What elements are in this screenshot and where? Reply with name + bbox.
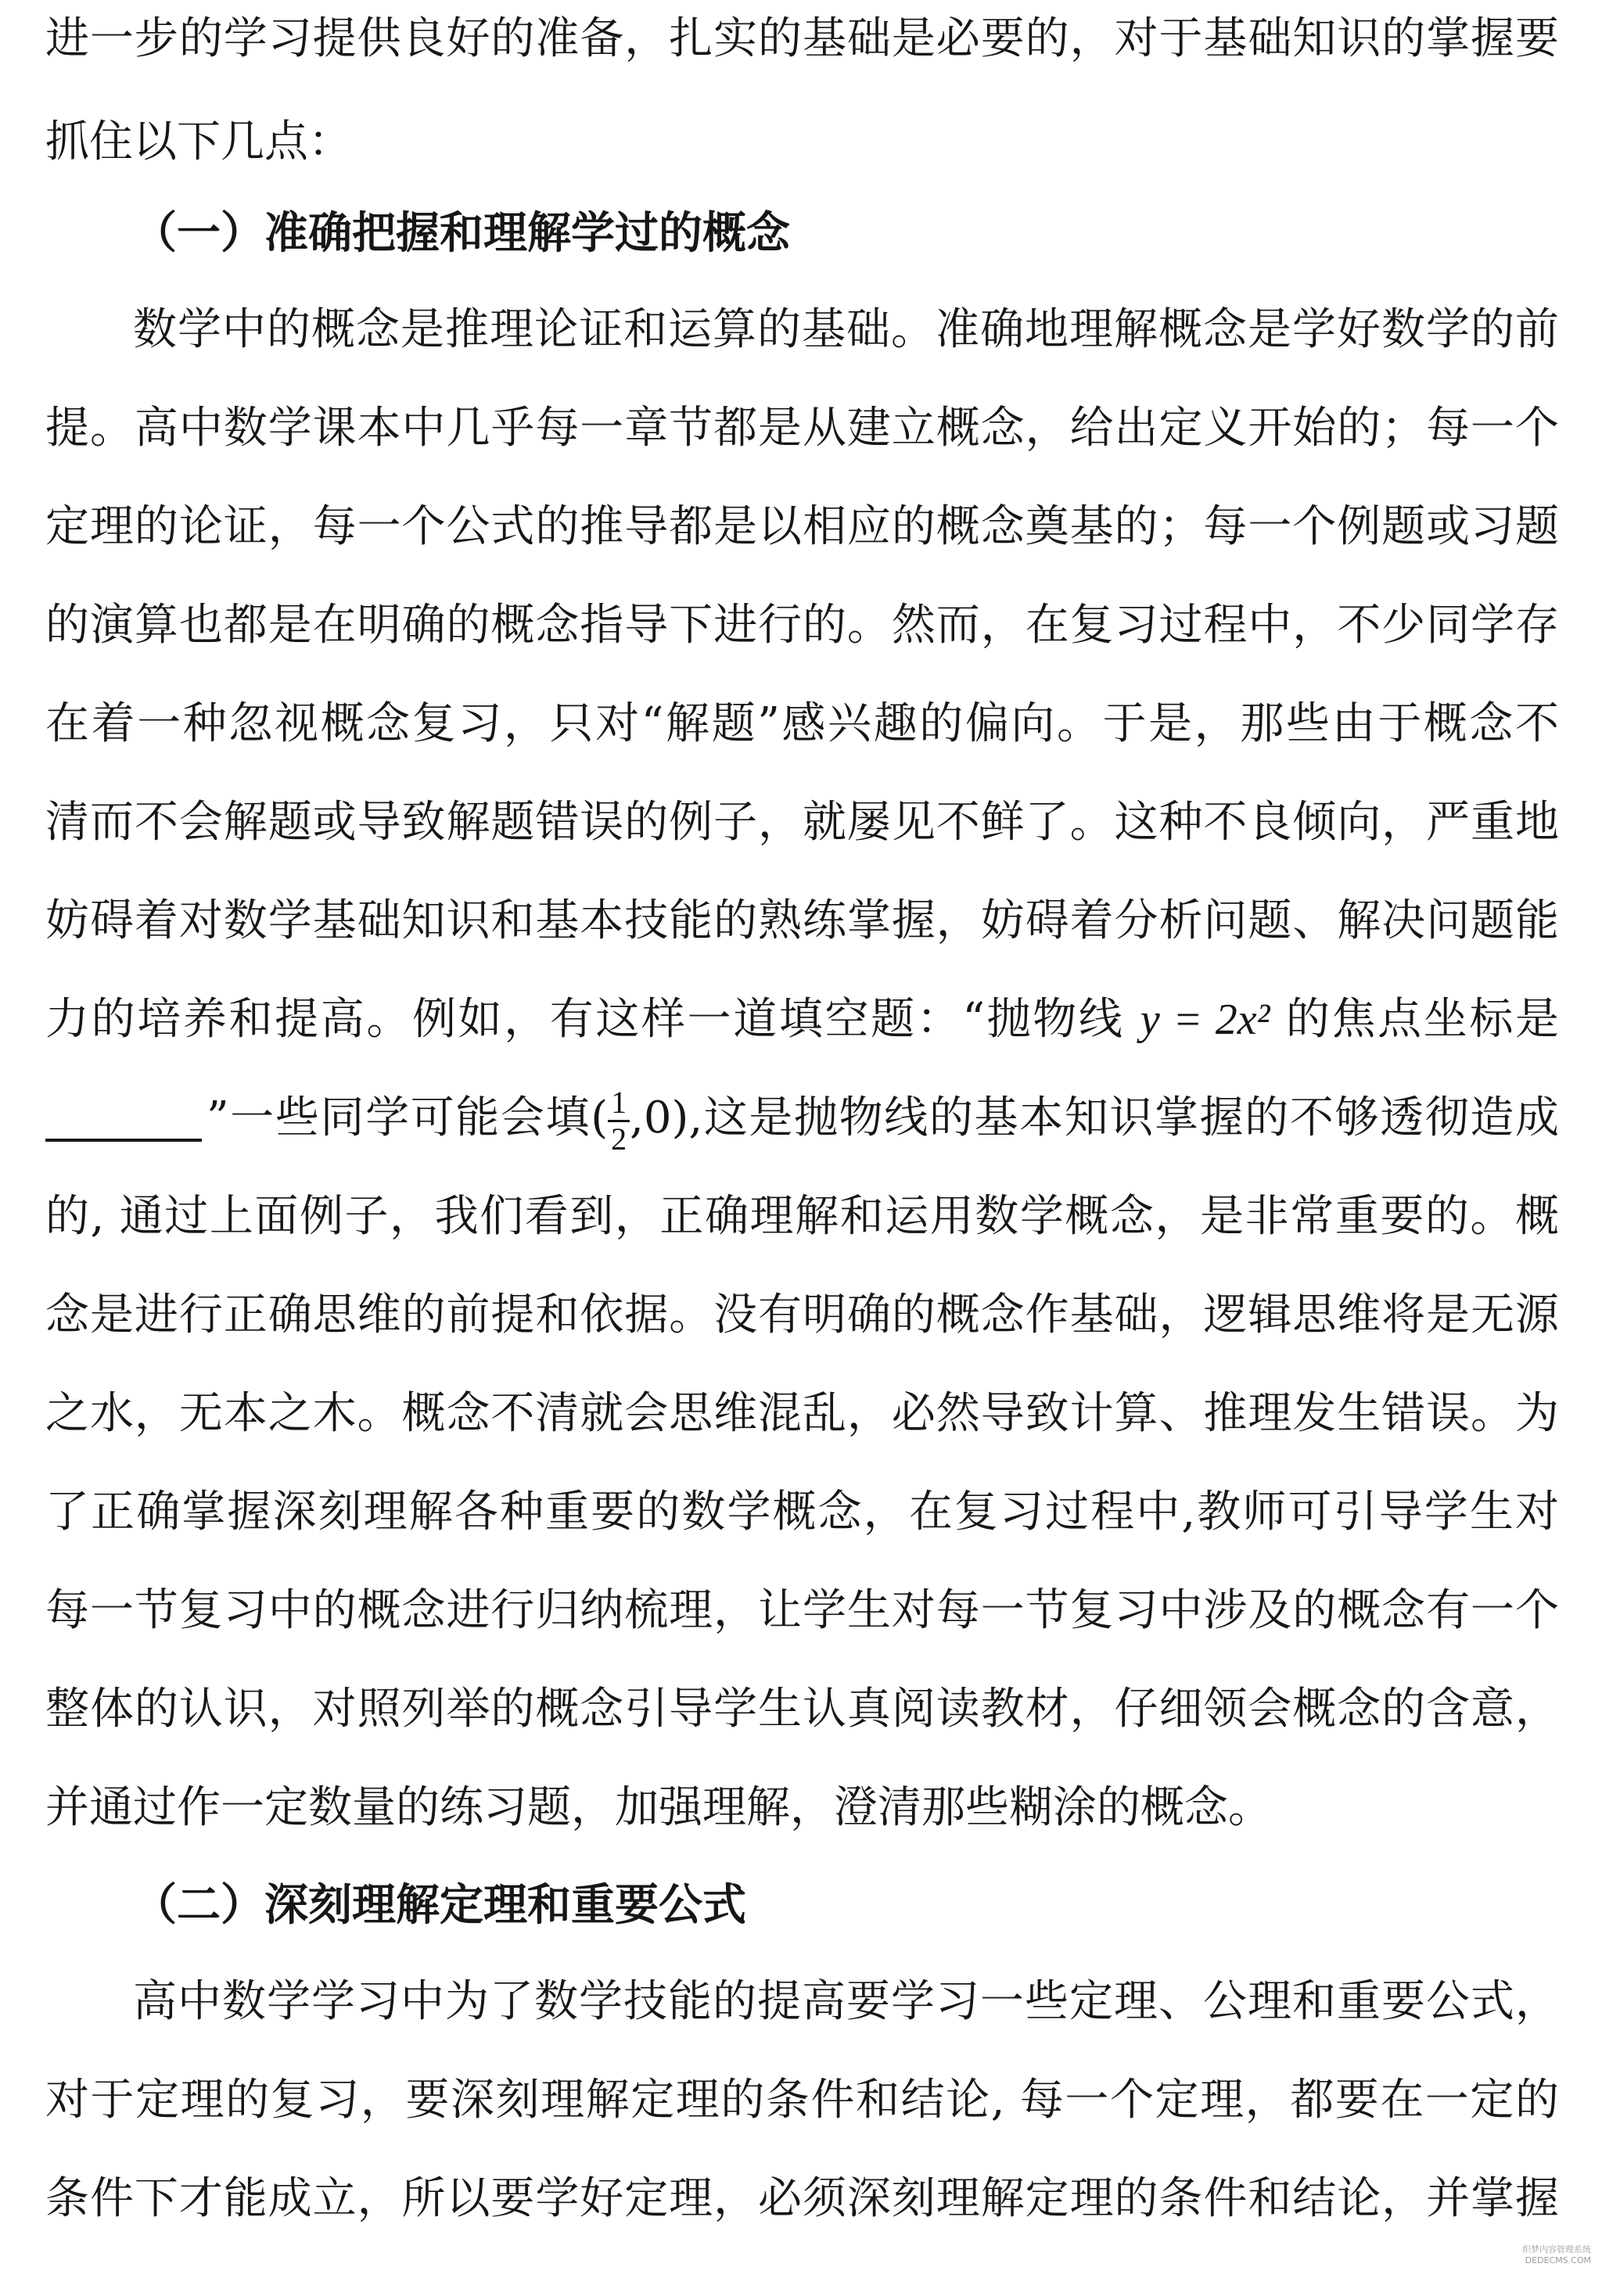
paragraph-line: 的演算也都是在明确的概念指导下进行的。然而，在复习过程中，不少同学存 xyxy=(45,600,1559,651)
paragraph-line: 定理的论证，每一个公式的推导都是以相应的概念奠基的；每一个例题或习题 xyxy=(45,501,1559,552)
paragraph-line: 对于定理的复习，要深刻理解定理的条件和结论, 每一个定理，都要在一定的 xyxy=(45,2075,1559,2126)
watermark-line: DEDECMS.COM xyxy=(1525,2255,1591,2266)
site-watermark xyxy=(1516,2244,1591,2285)
paragraph-line: 高中数学学习中为了数学技能的提高要学习一些定理、公理和重要公式， xyxy=(133,1976,1559,2027)
paragraph-line: 清而不会解题或导致解题错误的例子，就屡见不鲜了。这种不良倾向，严重地 xyxy=(45,797,1559,848)
paragraph-line: 条件下才能成立，所以要学好定理，必须深刻理解定理的条件和结论，并掌握 xyxy=(45,2173,1559,2224)
section-heading-2: （二）深刻理解定理和重要公式 xyxy=(133,1879,746,1931)
paragraph-line-with-formula xyxy=(45,981,1559,1059)
coordinate-tail: ,0) xyxy=(630,1092,689,1143)
text-segment: 的焦点坐标是 xyxy=(1285,994,1559,1045)
open-paren: ( xyxy=(591,1092,609,1143)
paragraph-line: 妨碍着对数学基础知识和基本技能的熟练掌握，妨碍着分析问题、解决问题能 xyxy=(45,895,1559,946)
paragraph-line: 整体的认识，对照列举的概念引导学生认真阅读教材，仔细领会概念的含意， xyxy=(45,1684,1559,1735)
paragraph-line: 之水，无本之木。概念不清就会思维混乱，必然导致计算、推理发生错误。为 xyxy=(45,1388,1559,1439)
section-heading-1: （一）准确把握和理解学过的概念 xyxy=(133,207,790,259)
answer-blank xyxy=(45,1139,202,1142)
paragraph-line: 念是进行正确思维的前提和依据。没有明确的概念作基础，逻辑思维将是无源 xyxy=(45,1290,1559,1340)
paragraph-line-with-fraction xyxy=(45,1079,1559,1157)
watermark-line: 织梦内容管理系统 xyxy=(1522,2244,1591,2255)
paragraph-line: 提。高中数学课本中几乎每一章节都是从建立概念，给出定义开始的；每一个 xyxy=(45,403,1559,454)
text-segment: 力的培养和提高。例如，有这样一道填空题：“抛物线 xyxy=(45,994,1125,1045)
paragraph-line: 每一节复习中的概念进行归纳梳理，让学生对每一节复习中涉及的概念有一个 xyxy=(45,1585,1559,1636)
paragraph-line: 在着一种忽视概念复习，只对“解题”感兴趣的偏向。于是，那些由于概念不 xyxy=(45,698,1559,749)
text-segment: ,这是抛物线的基本知识掌握的不够透彻造成 xyxy=(688,1092,1559,1143)
paragraph-line: 了正确掌握深刻理解各种重要的数学概念，在复习过程中,教师可引导学生对 xyxy=(45,1487,1559,1537)
parabola-formula: y = 2x² xyxy=(1140,996,1270,1044)
fraction-numerator: 1 xyxy=(608,1085,630,1122)
paragraph-line: 数学中的概念是推理论证和运算的基础。准确地理解概念是学好数学的前 xyxy=(133,304,1559,355)
text-line: 进一步的学习提供良好的准备，扎实的基础是必要的，对于基础知识的掌握要 xyxy=(45,13,1559,64)
fraction-one-half xyxy=(608,1085,630,1157)
paragraph-line: 的, 通过上面例子，我们看到，正确理解和运用数学概念，是非常重要的。概 xyxy=(45,1191,1559,1242)
text-segment: ”一些同学可能会填 xyxy=(207,1092,591,1143)
paragraph-line: 并通过作一定数量的练习题，加强理解，澄清那些糊涂的概念。 xyxy=(45,1782,1272,1833)
fraction-denominator: 2 xyxy=(611,1121,627,1157)
text-line: 抓住以下几点： xyxy=(45,117,352,167)
